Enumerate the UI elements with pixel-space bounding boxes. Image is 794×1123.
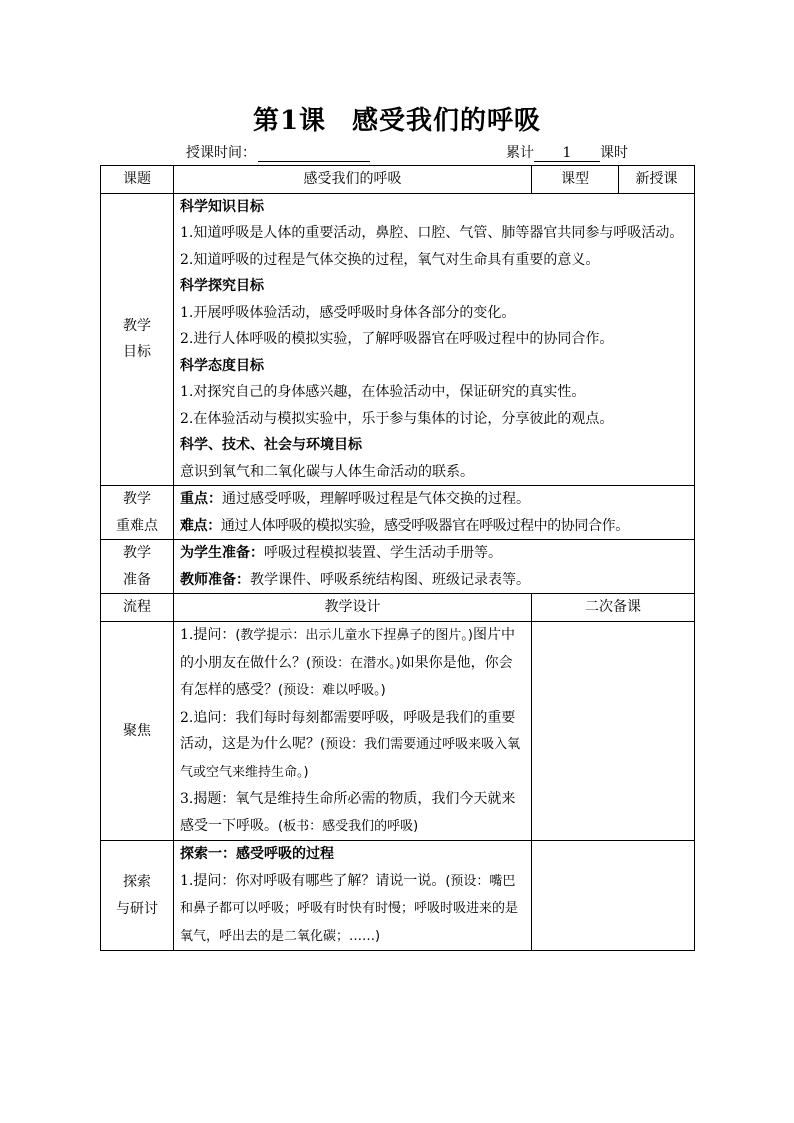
goal-heading: 科学探究目标 [180, 278, 264, 294]
key-point: 重点：通过感受呼吸，理解呼吸过程是气体交换的过程。 [180, 491, 530, 507]
focus-row [101, 622, 695, 841]
total-periods [506, 142, 628, 162]
revision-header: 二次备课 [532, 594, 695, 622]
goal-item: 1.对探究自己的身体感兴趣，在体验活动中，保证研究的真实性。 [180, 384, 586, 400]
lesson-plan-table [100, 165, 695, 951]
explore-revision [532, 841, 695, 951]
lesson-meta [100, 142, 694, 164]
goal-item: 2.进行人体呼吸的模拟实验，了解呼吸器官在呼吸过程中的协同合作。 [180, 331, 614, 347]
page-title [0, 100, 794, 137]
goals-label: 教学 目标 [101, 193, 174, 486]
goal-item: 1.开展呼吸体验活动，感受呼吸时身体各部分的变化。 [180, 304, 516, 321]
teacher-prep: 教师准备：教学课件、呼吸系统结构图、班级记录表等。 [180, 571, 530, 588]
explore-step: 1.提问：你对呼吸有哪些了解？请说一说。(预设：嘴巴和鼻子都可以呼吸；呼吸有时快有时慢；呼吸时吸进来的是氧气，呼出去的是二氧化碳；……) [180, 872, 519, 944]
explore-row [101, 841, 695, 951]
goals-row [101, 193, 695, 486]
explore-heading: 探索一：感受呼吸的过程 [180, 846, 334, 862]
topic-value: 感受我们的呼吸 [174, 166, 532, 194]
topic-label: 课题 [101, 166, 174, 194]
teaching-time [186, 142, 370, 162]
keypoints-label: 教学 重难点 [101, 486, 174, 540]
prep-content [174, 540, 695, 594]
keypoints-content [174, 486, 695, 540]
keypoints-row [101, 486, 695, 540]
goals-content [174, 193, 695, 486]
goal-item: 1.知道呼吸是人体的重要活动，鼻腔、口腔、气管、肺等器官共同参与呼吸活动。 [180, 225, 684, 241]
total-suffix: 课时 [600, 145, 628, 161]
goal-item: 2.在体验活动与模拟实验中，乐于参与集体的讨论，分享彼此的观点。 [180, 410, 614, 427]
goal-heading: 科学态度目标 [180, 357, 264, 374]
student-prep: 为学生准备：呼吸过程模拟装置、学生活动手册等。 [180, 545, 502, 561]
type-value: 新授课 [619, 166, 695, 194]
focus-revision [532, 622, 695, 841]
design-header: 教学设计 [174, 594, 532, 622]
topic-row [101, 166, 695, 194]
teaching-time-blank [258, 145, 370, 162]
lesson-title: 感受我们的呼吸 [352, 106, 542, 136]
total-value: 1 [534, 145, 600, 162]
explore-content [174, 841, 532, 951]
goal-item: 2.知道呼吸的过程是气体交换的过程，氧气对生命具有重要的意义。 [180, 251, 600, 268]
prep-label: 教学 准备 [101, 540, 174, 594]
focus-step: 1.提问：(教学提示：出示儿童水下捏鼻子的图片。)图片中的小朋友在做什么？(预设：在潜水。)如果你是他，你会有怎样的感受？(预设：难以呼吸。) [180, 627, 516, 698]
goal-item: 意识到氧气和二氧化碳与人体生命活动的联系。 [180, 463, 474, 480]
goal-heading: 科学、技术、社会与环境目标 [180, 437, 362, 453]
flow-header-row [101, 594, 695, 622]
goal-heading: 科学知识目标 [180, 198, 264, 215]
focus-step: 2.追问：我们每时每刻都需要呼吸，呼吸是我们的重要活动，这是为什么呢？(预设：我们需要通过呼吸来吸入氧气或空气来维持生命。) [180, 709, 521, 780]
lesson-number: 第1课 [252, 106, 327, 136]
focus-step: 3.揭题：氧气是维持生命所必需的物质，我们今天就来感受一下呼吸。(板书：感受我们的呼吸) [180, 791, 516, 834]
flow-header: 流程 [101, 594, 174, 622]
focus-label: 聚焦 [101, 622, 174, 841]
difficult-point: 难点：通过人体呼吸的模拟实验，感受呼吸器官在呼吸过程中的协同合作。 [180, 517, 629, 534]
explore-label: 探索 与研讨 [101, 841, 174, 951]
prep-row [101, 540, 695, 594]
total-prefix: 累计 [506, 145, 534, 161]
type-label: 课型 [532, 166, 619, 194]
teaching-time-label: 授课时间： [186, 145, 256, 161]
focus-content [174, 622, 532, 841]
